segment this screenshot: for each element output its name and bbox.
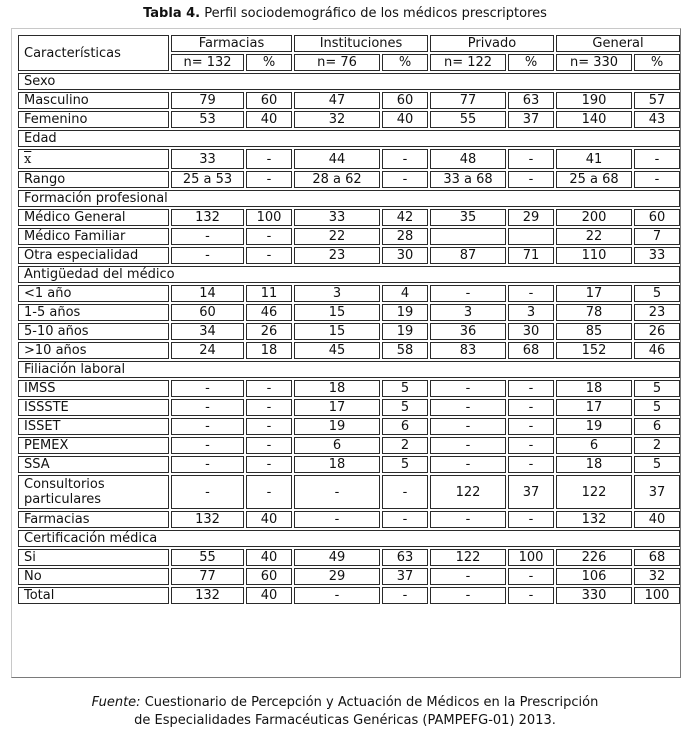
- table-cell: 79: [171, 92, 244, 109]
- table-cell: 5: [634, 380, 680, 397]
- table-row: [18, 475, 680, 509]
- table-body: [18, 73, 680, 604]
- table-cell: -: [246, 399, 292, 416]
- table-cell: 2: [382, 437, 428, 454]
- table-cell: -: [382, 171, 428, 188]
- table-cell: 5: [634, 456, 680, 473]
- table-cell: 14: [171, 285, 244, 302]
- table-title-lead: Tabla 4.: [143, 6, 201, 21]
- header-pct-privado: %: [508, 54, 554, 71]
- footer-source-label: Fuente:: [91, 695, 141, 710]
- table-cell: 83: [430, 342, 506, 359]
- table-cell: 5: [634, 285, 680, 302]
- table-cell: 77: [430, 92, 506, 109]
- section-row: [18, 190, 680, 207]
- table-row: [18, 511, 680, 528]
- table-cell: 19: [556, 418, 632, 435]
- table-cell: 40: [246, 549, 292, 566]
- header-pct-general: %: [634, 54, 680, 71]
- table-cell: 87: [430, 247, 506, 264]
- table-cell: 5: [382, 399, 428, 416]
- table-cell: 43: [634, 111, 680, 128]
- table-cell: 30: [508, 323, 554, 340]
- table-cell: 47: [294, 92, 380, 109]
- table-cell: -: [382, 475, 428, 509]
- table-cell: -: [430, 587, 506, 604]
- table-cell: 19: [294, 418, 380, 435]
- table-cell: 71: [508, 247, 554, 264]
- table-cell: 7: [634, 228, 680, 245]
- table-row: [18, 111, 680, 128]
- table-cell: 30: [382, 247, 428, 264]
- table-cell: 18: [246, 342, 292, 359]
- table-cell: 17: [294, 399, 380, 416]
- table-cell: -: [508, 380, 554, 397]
- table-cell: 15: [294, 323, 380, 340]
- table-cell: 33: [294, 209, 380, 226]
- table-row: [18, 418, 680, 435]
- table-cell: 42: [382, 209, 428, 226]
- table-row: [18, 209, 680, 226]
- row-label: ISSET: [18, 418, 169, 435]
- table-cell: -: [171, 380, 244, 397]
- table-cell: 37: [508, 111, 554, 128]
- header-group-privado: Privado: [430, 35, 554, 52]
- table-cell: 40: [246, 511, 292, 528]
- table-cell: 6: [382, 418, 428, 435]
- table-row: [18, 285, 680, 302]
- header-group-instituciones: Instituciones: [294, 35, 428, 52]
- table-title: [0, 6, 690, 22]
- table-cell: -: [508, 285, 554, 302]
- table-cell: 132: [556, 511, 632, 528]
- table-cell: 17: [556, 285, 632, 302]
- table-cell: 18: [556, 456, 632, 473]
- table-row: [18, 568, 680, 585]
- table-cell: 330: [556, 587, 632, 604]
- table-cell: -: [634, 171, 680, 188]
- table-cell: -: [430, 456, 506, 473]
- table-cell: 23: [294, 247, 380, 264]
- table-cell: [430, 228, 506, 245]
- section-row: [18, 130, 680, 147]
- table-cell: 110: [556, 247, 632, 264]
- table-cell: -: [430, 285, 506, 302]
- table-cell: -: [246, 171, 292, 188]
- table-cell: -: [430, 511, 506, 528]
- table-cell: 55: [171, 549, 244, 566]
- table-cell: -: [294, 587, 380, 604]
- row-label: Femenino: [18, 111, 169, 128]
- table-cell: -: [508, 437, 554, 454]
- table-row: [18, 380, 680, 397]
- table-row: [18, 247, 680, 264]
- table-cell: 29: [294, 568, 380, 585]
- table-cell: -: [246, 247, 292, 264]
- table-cell: -: [246, 380, 292, 397]
- table-row: [18, 549, 680, 566]
- table-cell: 5: [382, 456, 428, 473]
- header-pct-farmacias: %: [246, 54, 292, 71]
- table-row: [18, 304, 680, 321]
- mean-symbol: $\overline{x}$: [24, 151, 32, 167]
- row-label: Médico Familiar: [18, 228, 169, 245]
- row-label: Total: [18, 587, 169, 604]
- table-cell: 6: [556, 437, 632, 454]
- row-label: ISSSTE: [18, 399, 169, 416]
- table-cell: -: [171, 247, 244, 264]
- table-row: [18, 149, 680, 169]
- table-cell: -: [634, 149, 680, 169]
- footer-line-1: [0, 694, 690, 712]
- table-cell: -: [508, 511, 554, 528]
- header-row-groups: [18, 35, 680, 52]
- header-n-general: n= 330: [556, 54, 632, 71]
- table-cell: -: [508, 587, 554, 604]
- row-label: Farmacias: [18, 511, 169, 528]
- table-cell: 22: [556, 228, 632, 245]
- table-row: [18, 323, 680, 340]
- table-cell: 100: [508, 549, 554, 566]
- table-cell: 46: [634, 342, 680, 359]
- table-cell: 40: [246, 587, 292, 604]
- table-cell: 24: [171, 342, 244, 359]
- table-cell: 3: [294, 285, 380, 302]
- table-cell: 152: [556, 342, 632, 359]
- table-cell: 78: [556, 304, 632, 321]
- table-cell: -: [508, 456, 554, 473]
- table-cell: 18: [294, 456, 380, 473]
- row-label: Rango: [18, 171, 169, 188]
- header-group-farmacias: Farmacias: [171, 35, 292, 52]
- table-cell: -: [294, 475, 380, 509]
- table-cell: 26: [246, 323, 292, 340]
- table-row: [18, 92, 680, 109]
- table-cell: 132: [171, 209, 244, 226]
- table-row: [18, 399, 680, 416]
- table-cell: 19: [382, 304, 428, 321]
- table-cell: 122: [430, 549, 506, 566]
- table-row: [18, 342, 680, 359]
- table-cell: 33: [634, 247, 680, 264]
- table-cell: -: [171, 475, 244, 509]
- demographics-table: [16, 33, 682, 606]
- row-label: IMSS: [18, 380, 169, 397]
- table-cell: 53: [171, 111, 244, 128]
- header-n-privado: n= 122: [430, 54, 506, 71]
- table-cell: 60: [171, 304, 244, 321]
- table-cell: 2: [634, 437, 680, 454]
- table-cell: 28: [382, 228, 428, 245]
- table-cell: 37: [382, 568, 428, 585]
- table-cell: 40: [634, 511, 680, 528]
- section-label: Formación profesional: [18, 190, 680, 207]
- table-cell: -: [508, 399, 554, 416]
- table-cell: 45: [294, 342, 380, 359]
- table-cell: -: [508, 568, 554, 585]
- row-label: Otra especialidad: [18, 247, 169, 264]
- table-cell: 60: [382, 92, 428, 109]
- table-cell: 33: [171, 149, 244, 169]
- row-label: Si: [18, 549, 169, 566]
- table-cell: -: [508, 418, 554, 435]
- table-cell: 32: [634, 568, 680, 585]
- section-label: Filiación laboral: [18, 361, 680, 378]
- table-cell: 41: [556, 149, 632, 169]
- table-cell: 23: [634, 304, 680, 321]
- row-label: <1 año: [18, 285, 169, 302]
- table-cell: -: [430, 568, 506, 585]
- table-cell: -: [171, 437, 244, 454]
- table-cell: 226: [556, 549, 632, 566]
- section-label: Certificación médica: [18, 530, 680, 547]
- table-cell: 68: [508, 342, 554, 359]
- table-cell: -: [171, 456, 244, 473]
- table-cell: 35: [430, 209, 506, 226]
- table-row: [18, 437, 680, 454]
- table-cell: 18: [556, 380, 632, 397]
- header-n-farmacias: n= 132: [171, 54, 244, 71]
- table-row: [18, 456, 680, 473]
- table-cell: 5: [382, 380, 428, 397]
- table-cell: 132: [171, 511, 244, 528]
- table-cell: 63: [508, 92, 554, 109]
- table-cell: -: [430, 380, 506, 397]
- section-row: [18, 361, 680, 378]
- table-cell: 11: [246, 285, 292, 302]
- header-n-instituciones: n= 76: [294, 54, 380, 71]
- table-cell: 15: [294, 304, 380, 321]
- table-cell: 100: [634, 587, 680, 604]
- table-cell: -: [508, 171, 554, 188]
- table-cell: 19: [382, 323, 428, 340]
- table-cell: 40: [246, 111, 292, 128]
- table-cell: 6: [294, 437, 380, 454]
- table-cell: 34: [171, 323, 244, 340]
- table-cell: 33 a 68: [430, 171, 506, 188]
- row-label: Consultorios particulares: [18, 475, 169, 509]
- row-label: SSA: [18, 456, 169, 473]
- section-row: [18, 73, 680, 90]
- table-cell: 44: [294, 149, 380, 169]
- header-characteristics: Características: [18, 35, 169, 71]
- table-cell: -: [508, 149, 554, 169]
- table-cell: 6: [634, 418, 680, 435]
- table-cell: 122: [430, 475, 506, 509]
- table-cell: 60: [634, 209, 680, 226]
- table-cell: 63: [382, 549, 428, 566]
- table-cell: -: [246, 228, 292, 245]
- table-cell: 60: [246, 568, 292, 585]
- table-cell: -: [430, 418, 506, 435]
- row-label: 1-5 años: [18, 304, 169, 321]
- table-cell: 190: [556, 92, 632, 109]
- row-label: [18, 149, 169, 169]
- row-label: 5-10 años: [18, 323, 169, 340]
- table-cell: 100: [246, 209, 292, 226]
- row-label: >10 años: [18, 342, 169, 359]
- table-cell: -: [171, 399, 244, 416]
- table-cell: 22: [294, 228, 380, 245]
- table-cell: 140: [556, 111, 632, 128]
- section-row: [18, 266, 680, 283]
- row-label: PEMEX: [18, 437, 169, 454]
- table-cell: 46: [246, 304, 292, 321]
- table-cell: -: [430, 399, 506, 416]
- table-cell: -: [246, 418, 292, 435]
- table-cell: 28 a 62: [294, 171, 380, 188]
- table-cell: -: [171, 418, 244, 435]
- table-cell: 60: [246, 92, 292, 109]
- table-title-text: Perfil sociodemográfico de los médicos prescriptores: [204, 6, 547, 21]
- table-cell: 106: [556, 568, 632, 585]
- table-cell: 5: [634, 399, 680, 416]
- table-cell: 25 a 68: [556, 171, 632, 188]
- table-cell: -: [171, 228, 244, 245]
- row-label: Médico General: [18, 209, 169, 226]
- table-cell: 32: [294, 111, 380, 128]
- table-row: [18, 171, 680, 188]
- table-cell: -: [382, 149, 428, 169]
- table-cell: 77: [171, 568, 244, 585]
- table-cell: 132: [171, 587, 244, 604]
- table-cell: 200: [556, 209, 632, 226]
- table-cell: 40: [382, 111, 428, 128]
- table-cell: 25 a 53: [171, 171, 244, 188]
- table-cell: 4: [382, 285, 428, 302]
- table-cell: -: [246, 437, 292, 454]
- table-cell: 68: [634, 549, 680, 566]
- table-cell: 26: [634, 323, 680, 340]
- section-label: Sexo: [18, 73, 680, 90]
- table-cell: -: [382, 511, 428, 528]
- table-cell: 37: [634, 475, 680, 509]
- table-cell: 37: [508, 475, 554, 509]
- table-cell: 17: [556, 399, 632, 416]
- footer-line-1-text: Cuestionario de Percepción y Actuación de Médicos en la Prescripción: [144, 695, 599, 710]
- table-cell: -: [294, 511, 380, 528]
- section-label: Edad: [18, 130, 680, 147]
- table-cell: 3: [430, 304, 506, 321]
- table-cell: -: [246, 456, 292, 473]
- row-label: Masculino: [18, 92, 169, 109]
- section-label: Antigüedad del médico: [18, 266, 680, 283]
- table-cell: 49: [294, 549, 380, 566]
- table-cell: 122: [556, 475, 632, 509]
- table-cell: -: [430, 437, 506, 454]
- table-cell: -: [246, 149, 292, 169]
- table-cell: 58: [382, 342, 428, 359]
- table-cell: -: [246, 475, 292, 509]
- table-cell: 55: [430, 111, 506, 128]
- table-cell: -: [382, 587, 428, 604]
- table-cell: 85: [556, 323, 632, 340]
- footer-line-2: de Especialidades Farmacéuticas Genéricas (PAMPEFG-01) 2013.: [134, 713, 556, 728]
- table-footer: [0, 694, 690, 730]
- table-cell: 18: [294, 380, 380, 397]
- table-cell: 36: [430, 323, 506, 340]
- table-cell: 48: [430, 149, 506, 169]
- table-cell: 3: [508, 304, 554, 321]
- table-cell: 29: [508, 209, 554, 226]
- table-cell: [508, 228, 554, 245]
- table-row: [18, 587, 680, 604]
- row-label: No: [18, 568, 169, 585]
- section-row: [18, 530, 680, 547]
- table-cell: 57: [634, 92, 680, 109]
- header-group-general: General: [556, 35, 680, 52]
- header-pct-instituciones: %: [382, 54, 428, 71]
- table-row: [18, 228, 680, 245]
